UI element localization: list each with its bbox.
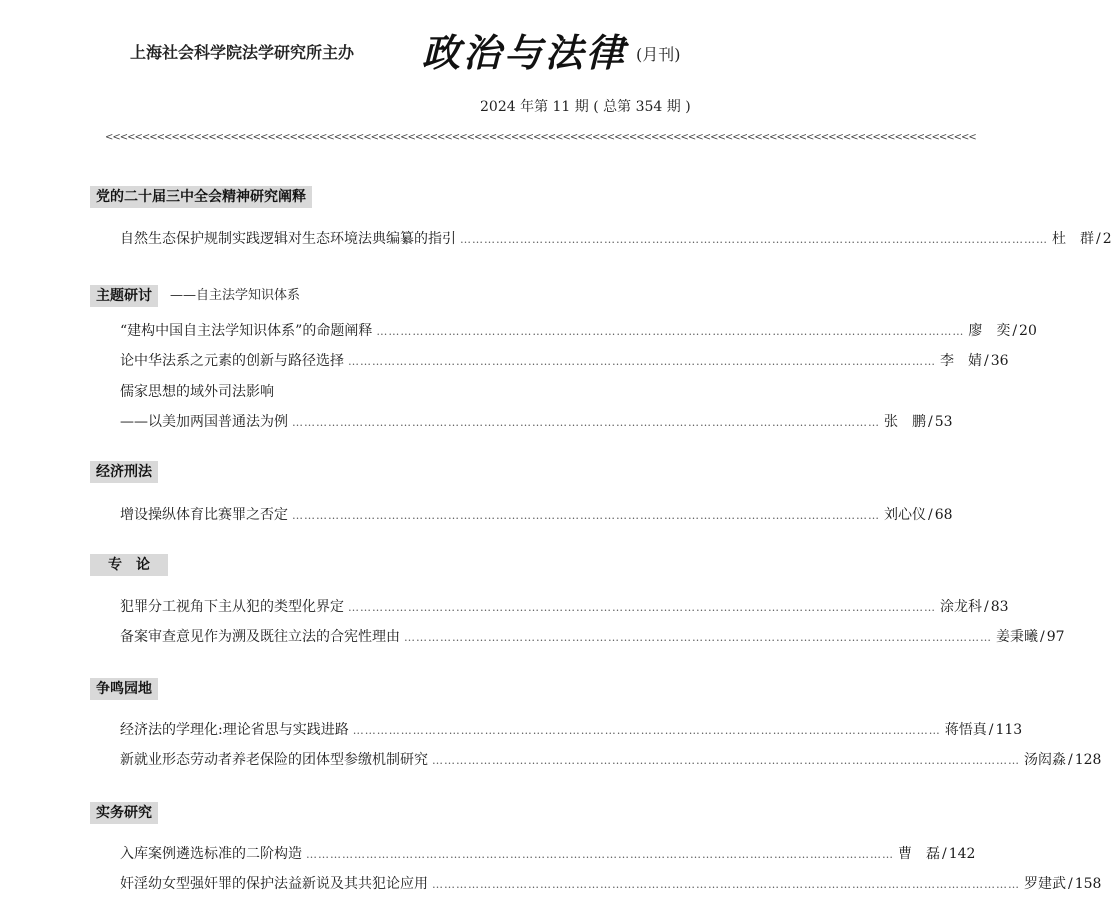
dot-leader (292, 505, 880, 527)
entry-page: 113 (995, 722, 1023, 738)
entry-title: 自然生态保护规制实践逻辑对生态环境法典编纂的指引 (120, 231, 456, 247)
entry-page: 68 (934, 507, 953, 523)
entry-page: 128 (1074, 752, 1102, 768)
entry-page: 20 (1019, 323, 1037, 339)
entry-title: 增设操纵体育比赛罪之否定 (120, 507, 288, 523)
entry-page: 36 (990, 353, 1009, 369)
entry-title[interactable]: 儒家思想的域外司法影响 (120, 384, 274, 400)
section-heading: 争鸣园地 (90, 678, 158, 700)
entry-author: 姜秉曦 (996, 629, 1038, 645)
entry-title: 入库案例遴选标准的二阶构造 (120, 846, 302, 862)
entry-title: 论中华法系之元素的创新与路径选择 (120, 353, 344, 369)
entry-author: 廖 奕 (968, 323, 1011, 339)
dot-leader (460, 229, 1048, 251)
dot-leader (432, 750, 1020, 772)
dot-leader (404, 627, 992, 649)
toc-entry[interactable]: 入库案例遴选标准的二阶构造 ………………………………………………………………………………………………………………………………… 曹 磊 / 142 (120, 843, 728, 865)
entry-page: 158 (1074, 876, 1102, 892)
toc-entry[interactable]: 论中华法系之元素的创新与路径选择 ………………………………………………………………………………………………………………………………… 李 婧 / 36 (120, 350, 728, 372)
entry-title: 备案审查意见作为溯及既往立法的合宪性理由 (120, 629, 400, 645)
entry-author: 张 鹏 (884, 414, 926, 430)
section-heading: 实务研究 (90, 802, 158, 824)
section-subtitle: ——自主法学知识体系 (170, 288, 301, 303)
entry-author: 罗建武 (1024, 876, 1066, 892)
entry-page: 83 (990, 599, 1009, 615)
entry-subtitle: ——以美加两国普通法为例 (120, 414, 288, 430)
entry-title: 犯罪分工视角下主从犯的类型化界定 (120, 599, 344, 615)
entry-author: 曹 磊 (898, 846, 940, 862)
entry-author: 杜 群 (1052, 231, 1094, 247)
toc-entry[interactable]: 备案审查意见作为溯及既往立法的合宪性理由 ………………………………………………………………………………………………………………………………… 姜秉曦 / 97 (120, 626, 728, 648)
section-heading: 主题研讨 (90, 285, 158, 307)
entry-author: 李 婧 (940, 353, 982, 369)
entry-title: 新就业形态劳动者养老保险的团体型参缴机制研究 (120, 752, 428, 768)
entry-author: 涂龙科 (940, 599, 982, 615)
entry-title: 经济法的学理化:理论省思与实践进路 (120, 722, 349, 738)
entry-author: 汤闳淼 (1024, 752, 1066, 768)
toc-entry[interactable]: ——以美加两国普通法为例 ………………………………………………………………………………………………………………………………… 张 鹏 / 53 (120, 411, 728, 433)
journal-masthead: 政治与法律 (422, 30, 628, 75)
entry-title: “建构中国自主法学知识体系”的命题阐释 (120, 323, 373, 339)
issue-number: 2024 年第 11 期 ( 总第 354 期 ) (480, 99, 691, 115)
toc-entry[interactable]: 新就业形态劳动者养老保险的团体型参缴机制研究 ………………………………………………………………………………………………………………………………… 汤闳淼 / 128 (120, 749, 728, 771)
toc-entry[interactable]: “建构中国自主法学知识体系”的命题阐释 ………………………………………………………………………………………………………………………………… 廖 奕 / 20 (120, 320, 728, 342)
section-heading: 经济刑法 (90, 461, 158, 483)
dot-leader (306, 844, 894, 866)
section-heading: 专 论 (90, 554, 168, 576)
dot-leader (432, 874, 1020, 896)
dot-leader (376, 321, 964, 343)
toc-entry[interactable]: 经济法的学理化:理论省思与实践进路 ………………………………………………………………………………………………………………………………… 蒋悟真 / 113 (120, 719, 728, 741)
entry-title: 奸淫幼女型强奸罪的保护法益新说及其共犯论应用 (120, 876, 428, 892)
entry-page: 2 (1102, 231, 1112, 247)
entry-page: 97 (1046, 629, 1065, 645)
entry-author: 刘心仪 (884, 507, 926, 523)
toc-entry[interactable]: 奸淫幼女型强奸罪的保护法益新说及其共犯论应用 ………………………………………………………………………………………………………………………………… 罗建武 / 158 (120, 873, 728, 895)
dot-leader (348, 351, 936, 373)
dot-leader (292, 412, 880, 434)
publisher-line: 上海社会科学院法学研究所主办 (130, 43, 355, 62)
entry-author: 蒋悟真 (944, 722, 987, 738)
entry-page: 142 (948, 846, 976, 862)
dot-leader (353, 720, 941, 742)
section-heading: 党的二十届三中全会精神研究阐释 (90, 186, 312, 208)
frequency-label: (月刊) (636, 45, 681, 64)
toc-entry[interactable]: 增设操纵体育比赛罪之否定 ………………………………………………………………………………………………………………………………… 刘心仪 / 68 (120, 504, 728, 526)
toc-entry[interactable]: 犯罪分工视角下主从犯的类型化界定 ………………………………………………………………………………………………………………………………… 涂龙科 / 83 (120, 596, 728, 618)
decorative-rule: <<<<<<<<<<<<<<<<<<<<<<<<<<<<<<<<<<<<<<<<<<<<<<<<<<<<<<<<<<<<<<<<<<<<<<<<<<<<<<<<<<<<<<<<<<<<<<<<<<<<<<<<<<<<<<<<<<<<<< (105, 132, 976, 143)
dot-leader (348, 597, 936, 619)
toc-entry[interactable]: 自然生态保护规制实践逻辑对生态环境法典编纂的指引 ………………………………………………………………………………………………………………………………… 杜 群 / 2 (120, 228, 728, 250)
entry-page: 53 (934, 414, 953, 430)
